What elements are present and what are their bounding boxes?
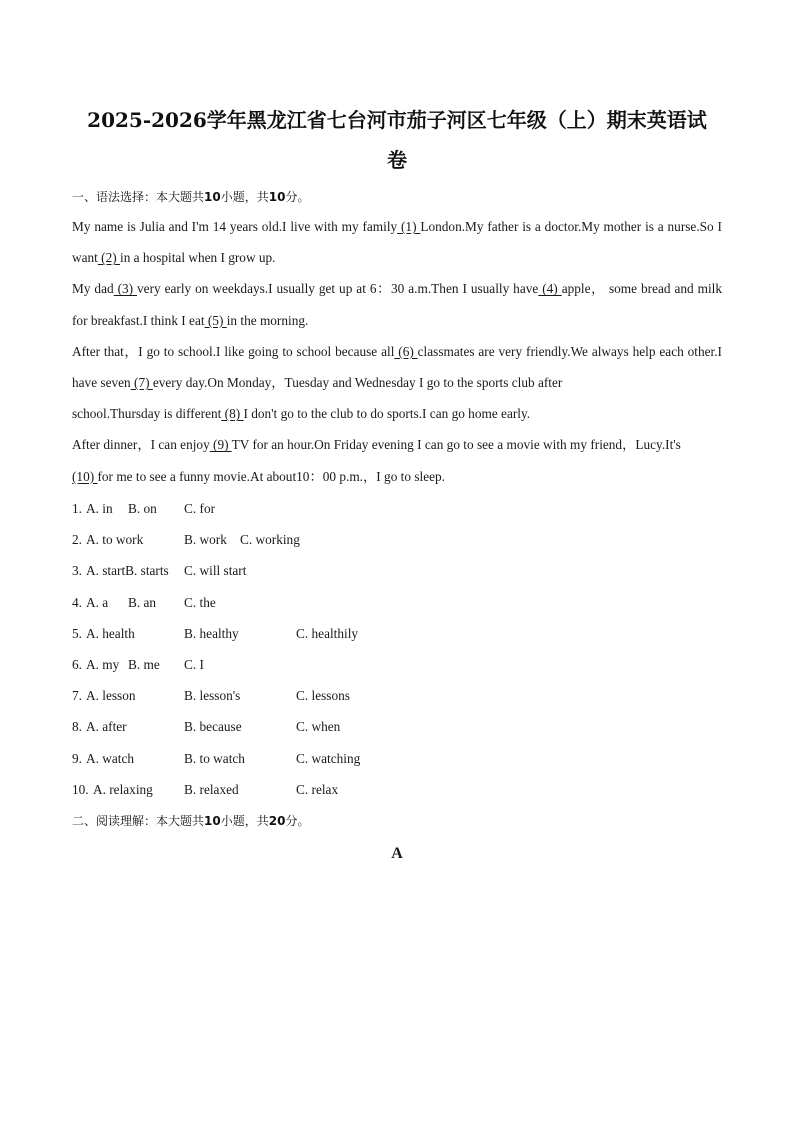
option-row bbox=[72, 524, 722, 555]
option-row bbox=[72, 555, 722, 586]
question-number: 4. bbox=[72, 594, 82, 610]
section-1-heading: 一、语法选择：本大题共10小题，共10分。 bbox=[72, 190, 310, 204]
option-b: B. relaxed bbox=[184, 781, 239, 797]
section-2-heading: 二、阅读理解：本大题共10小题，共20分。 bbox=[72, 814, 310, 828]
passage-paragraph-4: After dinner，I can enjoy (9) TV for an hour.On Friday evening I can go to see a movie with my friend，Lucy.It's (10) for me to see a funny movie.At about10：00 p.m.，I go to sleep. bbox=[72, 437, 681, 484]
option-b: B. on bbox=[128, 501, 157, 516]
option-row bbox=[72, 493, 722, 524]
option-b: B. healthy bbox=[184, 625, 239, 641]
question-number: 2. bbox=[72, 532, 82, 548]
blank-7: (7) bbox=[130, 375, 153, 391]
passage-paragraph-3: After that，I go to school.I like going to school because all (6) classmates are very friendly.We always help each other.I have seven (7) every day.On Monday，Tuesday and Wednesday I go to the sports club after school.Thursday is different (8) I don't go to the club to do sports.I can go home early. bbox=[72, 343, 722, 422]
answer-options bbox=[72, 493, 722, 805]
question-number: 7. bbox=[72, 688, 82, 704]
option-a: A. lesson bbox=[86, 688, 136, 704]
section-2-question-count: 10 bbox=[204, 814, 221, 828]
option-c: C. working bbox=[240, 532, 300, 548]
option-c: C. watching bbox=[296, 750, 361, 766]
question-number: 3. bbox=[72, 563, 82, 579]
option-a: A. relaxing bbox=[93, 781, 153, 797]
blank-10: (10) bbox=[72, 468, 98, 484]
blank-3: (3) bbox=[113, 281, 138, 297]
option-row bbox=[72, 711, 722, 742]
section-1-score: 10 bbox=[268, 190, 286, 204]
cloze-passage bbox=[72, 211, 722, 492]
option-c: C. when bbox=[296, 719, 341, 735]
option-b: B. lesson's bbox=[184, 688, 241, 704]
option-c: C. the bbox=[184, 594, 216, 610]
option-c: C. will start bbox=[184, 563, 247, 579]
blank-2: (2) bbox=[97, 250, 121, 266]
passage-paragraph-1: My name is Julia and I'm 14 years old.I live with my family (1) London.My father is a doctor.My mother is a nurse.So I want (2) in a hospital when I grow up. bbox=[72, 219, 722, 266]
option-row bbox=[72, 618, 722, 649]
section-2-score: 20 bbox=[268, 814, 286, 828]
option-row bbox=[72, 774, 722, 805]
section-1-question-count: 10 bbox=[204, 190, 221, 204]
option-a: A. a bbox=[86, 594, 109, 610]
question-number: 6. bbox=[72, 656, 82, 672]
blank-9: (9) bbox=[209, 437, 232, 453]
option-a: A. health bbox=[86, 625, 135, 641]
blank-6: (6) bbox=[394, 343, 418, 359]
exam-title bbox=[72, 100, 722, 180]
option-a: A. after bbox=[86, 719, 127, 735]
option-a: A. in bbox=[86, 501, 113, 516]
option-b: B. an bbox=[128, 594, 157, 610]
option-row bbox=[72, 649, 722, 680]
option-c: C. I bbox=[184, 656, 204, 672]
option-b: B. to watch bbox=[184, 750, 245, 766]
exam-title-line-1: 2025-2026学年黑龙江省七台河市茄子河区七年级（上）期末英语试 bbox=[87, 108, 707, 132]
option-a: A. watch bbox=[86, 750, 134, 766]
question-number: 5. bbox=[72, 625, 82, 641]
blank-1: (1) bbox=[397, 219, 421, 234]
exam-title-line-2: 卷 bbox=[387, 148, 407, 172]
blank-8: (8) bbox=[221, 406, 244, 422]
reading-part-label: A bbox=[391, 845, 403, 862]
option-c: C. lessons bbox=[296, 688, 350, 704]
option-row bbox=[72, 587, 722, 618]
option-b: B. me bbox=[128, 656, 160, 672]
option-a: A. my bbox=[86, 656, 120, 672]
option-c: C. for bbox=[184, 501, 216, 516]
question-number: 10. bbox=[72, 781, 89, 797]
option-row bbox=[72, 743, 722, 774]
passage-paragraph-2: My dad (3) very early on weekdays.I usually get up at 6：30 a.m.Then I usually have (4) apple， some bread and milk for breakfast.I think I eat (5) in the morning. bbox=[72, 281, 722, 328]
question-number: 8. bbox=[72, 719, 82, 735]
blank-5: (5) bbox=[204, 312, 227, 328]
option-a: A. startB. starts bbox=[86, 563, 169, 579]
blank-4: (4) bbox=[538, 281, 562, 297]
option-b: B. because bbox=[184, 719, 242, 735]
option-c: C. relax bbox=[296, 781, 339, 797]
question-number: 1. bbox=[72, 501, 82, 516]
option-a: A. to work bbox=[86, 532, 144, 548]
option-c: C. healthily bbox=[296, 625, 359, 641]
question-number: 9. bbox=[72, 750, 82, 766]
option-b: B. work bbox=[184, 532, 227, 548]
option-row bbox=[72, 680, 722, 711]
